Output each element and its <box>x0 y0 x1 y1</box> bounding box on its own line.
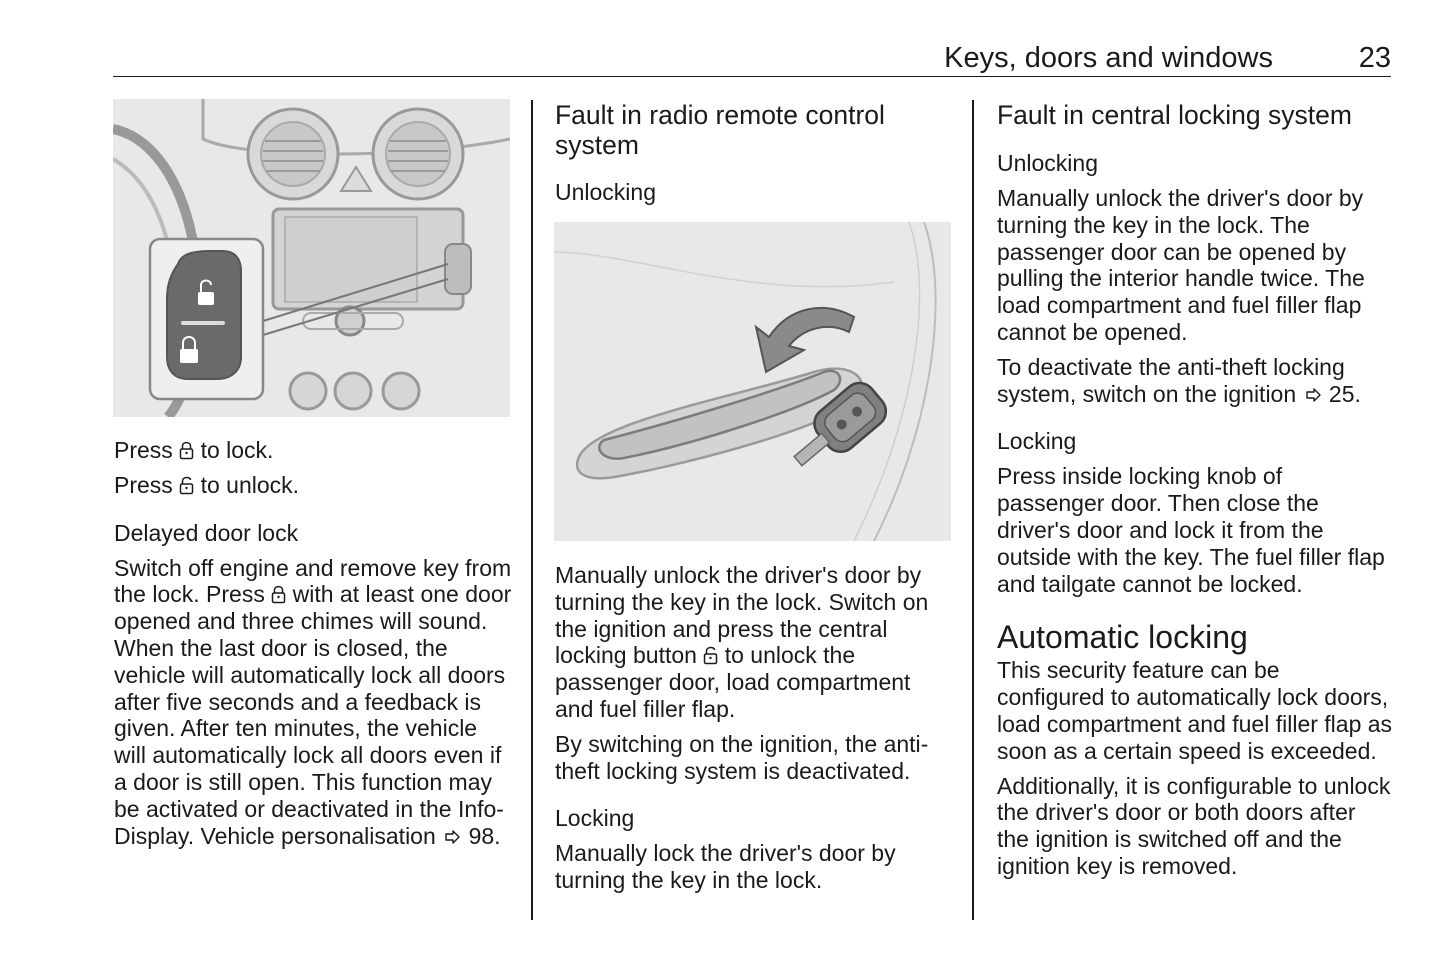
unlocking-paragraph: Manually unlock the driver's door by turning the key in the lock. The passenger door can be opened by pulling the interior handle twice. The load compartment and fuel filler flap cannot be opened. <box>997 185 1365 345</box>
locking-paragraph: Press inside locking knob of passenger door. Then close the driver's door and lock it from the outside with the key. The fuel filler flap and tailgate cannot be locked. <box>997 463 1385 597</box>
automatic-locking-heading: Automatic locking <box>997 619 1248 656</box>
deactivate-paragraph: To deactivate the anti-theft locking system, switch on the ignition 25. <box>997 353 1361 407</box>
section-title: Keys, doors and windows <box>944 42 1273 74</box>
cross-reference-link[interactable]: Vehicle personalisation <box>200 822 436 849</box>
cross-reference-page[interactable]: 98. <box>468 822 501 849</box>
automatic-locking-paragraph-2: Additionally, it is configurable to unlock the driver's door or both doors after the ignition is switched off and the ignition key is removed. <box>997 772 1391 879</box>
locking-heading: Locking <box>555 805 635 832</box>
door-handle-figure-svg <box>554 222 951 541</box>
unlock-paragraph-2: By switching on the ignition, the anti-theft locking system is deactivated. <box>555 730 929 784</box>
column-2-body <box>555 562 951 894</box>
unlock-icon <box>179 475 194 495</box>
automatic-locking-paragraph-1: This security feature can be configured to automatically lock doors, load compartment and fuel filler flap as soon as a certain speed is exceeded. <box>997 657 1393 764</box>
column-divider-1 <box>531 100 533 920</box>
dashboard-figure-svg <box>113 99 510 417</box>
page-header <box>113 40 1391 77</box>
unlocking-heading: Unlocking <box>997 150 1098 176</box>
cross-reference-page[interactable]: 25. <box>1328 380 1361 407</box>
central-locking-buttons-illustration <box>113 99 510 417</box>
column-divider-2 <box>972 100 974 920</box>
press-lock-line: Press to lock. <box>114 437 274 463</box>
press-unlock-line: Press to unlock. <box>114 471 300 498</box>
locking-paragraph: Manually lock the driver's door by turning the key in the lock. <box>555 840 896 894</box>
locking-heading: Locking <box>997 428 1077 455</box>
page-number: 23 <box>1358 42 1391 74</box>
lock-icon <box>179 440 194 460</box>
unlock-paragraph-1: Manually unlock the driver's door by turning the key in the lock. Switch on the ignition and press the central locking button to unlock the passenger door, load compartment and fuel filler flap. <box>555 562 929 722</box>
page-reference-arrow-icon <box>444 830 460 844</box>
unlocking-heading: Unlocking <box>555 179 656 205</box>
fault-radio-remote-heading: Fault in radio remote control system <box>555 100 885 160</box>
door-key-unlock-illustration <box>554 222 951 541</box>
delayed-door-lock-text: Switch off engine and remove key from the lock. Press with at least one door opened and three chimes will sound. When the last door is closed, the vehicle will automatically lock all doors after five seconds and a feedback is given. After ten minutes, the vehicle will automatically lock all doors even if a door is still open. This function may be activated or deactivated in the Info-Display. Vehicle personalisation 98. <box>114 554 512 849</box>
unlock-icon <box>703 645 718 665</box>
page-reference-arrow-icon <box>1305 388 1321 402</box>
fault-central-locking-heading: Fault in central locking system <box>997 100 1352 130</box>
column-1 <box>114 437 514 849</box>
delayed-door-lock-heading: Delayed door lock <box>114 519 299 546</box>
column-2 <box>555 100 951 214</box>
column-3 <box>997 100 1393 880</box>
lock-icon <box>271 584 286 604</box>
